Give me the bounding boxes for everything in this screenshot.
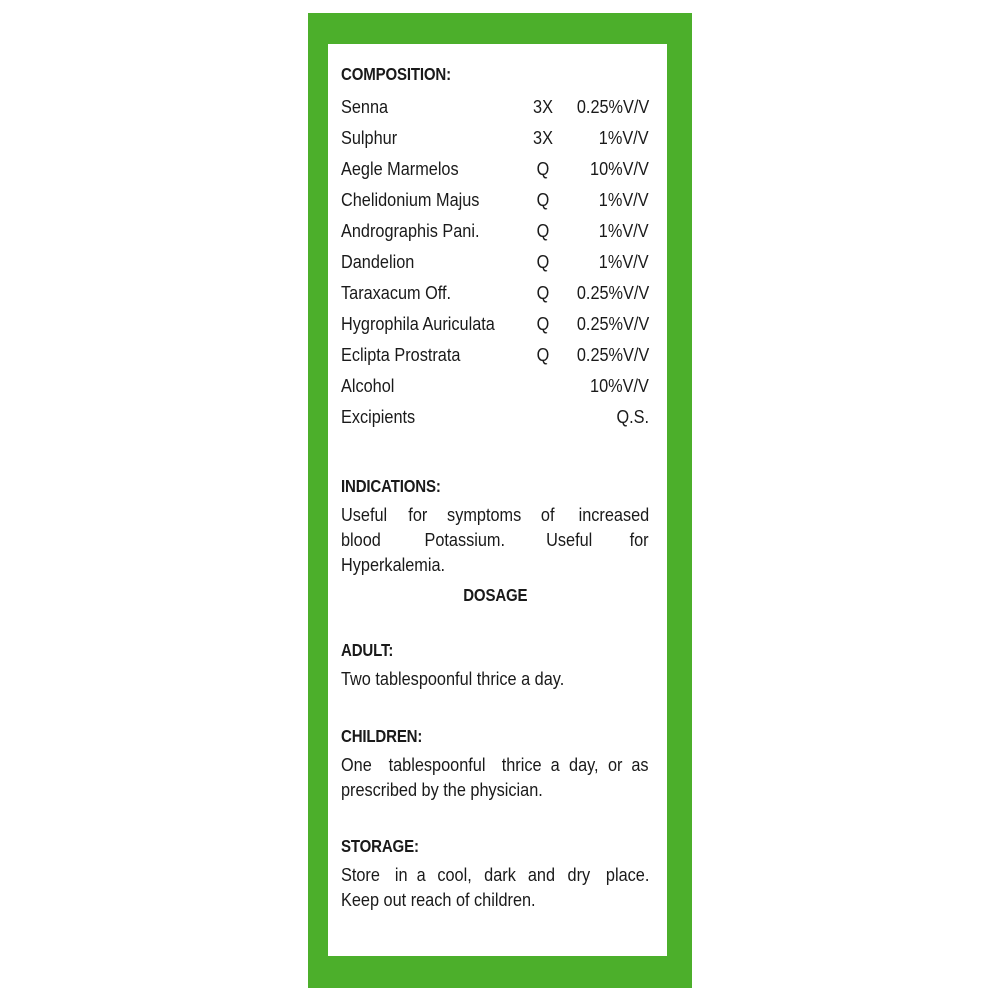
adult-heading: ADULT: [341,640,394,660]
label-content-area [328,44,667,956]
composition-row [341,220,649,242]
ingredient-name: Dandelion [341,251,415,272]
ingredient-name: Alcohol [341,375,395,396]
word: in [394,864,408,885]
ingredient-quantity: 0.25%V/V [576,282,649,303]
ingredient-name: Excipients [341,406,416,427]
ingredient-potency: Q [536,282,550,303]
ingredient-potency: Q [536,251,550,272]
word: symptoms [447,504,522,525]
word: a [416,864,426,885]
ingredient-potency: Q [536,220,550,241]
children-dosage-text [341,752,649,802]
ingredient-quantity: 1%V/V [599,220,649,241]
storage-line: Keep out reach of children. [341,889,536,910]
word: dry [567,864,590,885]
ingredient-quantity: 0.25%V/V [576,344,649,365]
ingredient-quantity: 1%V/V [599,127,649,148]
word: Useful [341,504,388,525]
composition-row [341,96,649,118]
word: cool, [437,864,472,885]
word: tablespoonful [388,754,486,775]
composition-row [341,313,649,335]
indications-line: Hyperkalemia. [341,554,446,575]
composition-row [341,189,649,211]
ingredient-name: Andrographis Pani. [341,220,480,241]
ingredient-quantity: 0.25%V/V [576,96,649,117]
composition-row [341,344,649,366]
ingredient-potency: 3X [533,96,553,117]
ingredient-name: Senna [341,96,389,117]
storage-heading: STORAGE: [341,836,419,856]
word: a [550,754,560,775]
indications-line [341,527,649,552]
composition-row [341,282,649,304]
word: blood [341,529,381,550]
composition-row [341,375,649,397]
storage-text [341,862,649,912]
ingredient-quantity: 10%V/V [590,158,649,179]
word: Potassium. [424,529,505,550]
adult-dosage-text [341,666,649,691]
ingredient-name: Eclipta Prostrata [341,344,461,365]
children-dosage-line: prescribed by the physician. [341,779,543,800]
word: thrice [501,754,542,775]
word: One [341,754,372,775]
composition-row [341,406,649,428]
dosage-heading-label: DOSAGE [462,585,528,605]
word: place. [605,864,649,885]
word: for [408,504,428,525]
word: dark [484,864,516,885]
word: increased [578,504,649,525]
ingredient-potency: Q [536,344,550,365]
ingredient-quantity: 1%V/V [599,251,649,272]
ingredient-quantity: 1%V/V [599,189,649,210]
composition-heading: COMPOSITION: [341,64,451,84]
composition-row [341,251,649,273]
indications-line [341,502,649,527]
word: day, [568,754,599,775]
adult-dosage-line: Two tablespoonful thrice a day. [341,668,565,689]
ingredient-quantity: 0.25%V/V [576,313,649,334]
storage-line [341,862,649,887]
word: and [528,864,556,885]
word: as [631,754,649,775]
ingredient-name: Sulphur [341,127,398,148]
ingredient-potency: 3X [533,127,553,148]
word: of [540,504,555,525]
ingredient-potency: Q [536,189,550,210]
word: Store [341,864,380,885]
composition-row [341,158,649,180]
ingredient-quantity: 10%V/V [590,375,649,396]
ingredient-quantity: Q.S. [616,406,649,427]
ingredient-name: Hygrophila Auriculata [341,313,495,334]
word: or [607,754,623,775]
ingredient-potency: Q [536,158,550,179]
composition-row [341,127,649,149]
product-label [308,13,692,988]
ingredient-name: Chelidonium Majus [341,189,480,210]
ingredient-name: Taraxacum Off. [341,282,452,303]
word: Useful [545,529,592,550]
ingredient-potency: Q [536,313,550,334]
dosage-heading [341,585,649,605]
ingredient-name: Aegle Marmelos [341,158,459,179]
children-heading: CHILDREN: [341,726,423,746]
children-dosage-line [341,752,649,777]
word: for [629,529,649,550]
indications-text [341,502,649,577]
indications-heading: INDICATIONS: [341,476,441,496]
